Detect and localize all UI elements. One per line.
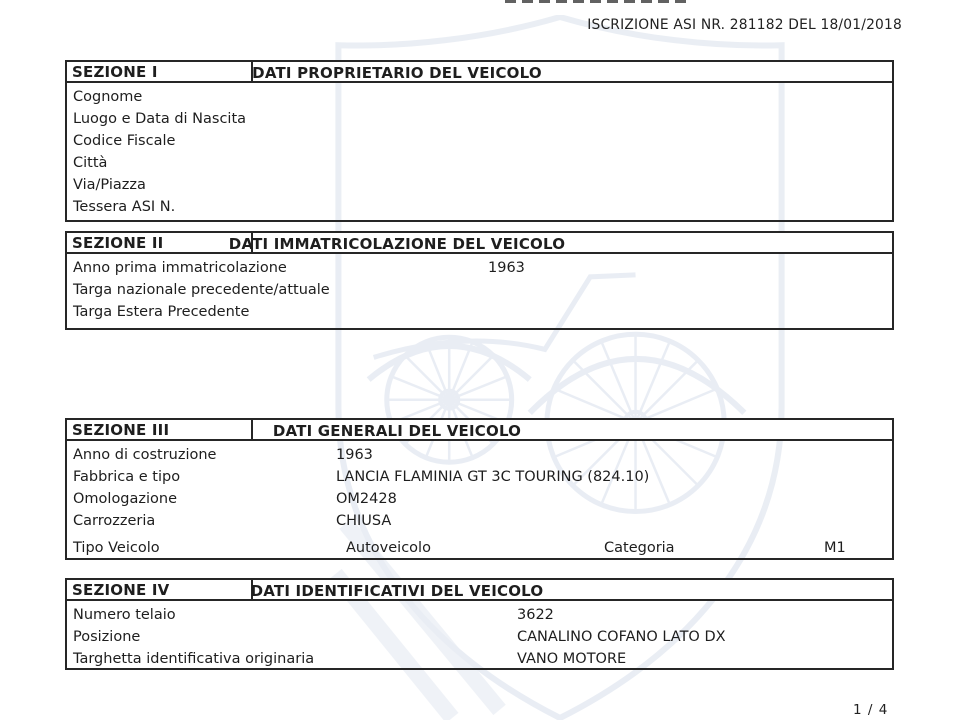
field-tessera-asi: Tessera ASI N. (73, 199, 176, 215)
field-posizione-value: CANALINO COFANO LATO DX (517, 629, 726, 645)
iscrizione-asi-line: ISCRIZIONE ASI NR. 281182 DEL 18/01/2018 (587, 17, 902, 33)
field-anno-costruzione: Anno di costruzione 1963 (73, 444, 892, 466)
field-targhetta-identificativa: Targhetta identificativa originaria VANO MOTORE (73, 648, 892, 670)
field-carrozzeria: Carrozzeria CHIUSA (73, 510, 892, 532)
section-2-title: DATI IMMATRICOLAZIONE DEL VEICOLO (228, 235, 566, 253)
field-targa-estera: Targa Estera Precedente (73, 304, 250, 320)
field-citta: Città (73, 155, 108, 171)
section-dati-generali (65, 418, 894, 560)
section-2-body (65, 254, 894, 330)
field-luogo-data-nascita: Luogo e Data di Nascita (73, 111, 247, 127)
field-via-piazza: Via/Piazza (73, 177, 146, 193)
clipped-top-text (505, 0, 687, 3)
field-tipo-veicolo-value: Autoveicolo (346, 540, 431, 556)
section-4-body (65, 601, 894, 670)
section-1-label: SEZIONE I (67, 62, 253, 81)
section-2-label: SEZIONE II (67, 233, 253, 252)
field-numero-telaio-value: 3622 (517, 607, 554, 623)
field-targhetta-identificativa-value: VANO MOTORE (517, 651, 627, 667)
field-categoria-value: M1 (824, 540, 846, 556)
section-dati-immatricolazione (65, 231, 894, 330)
field-fabbrica-tipo-value: LANCIA FLAMINIA GT 3C TOURING (824.10) (336, 469, 650, 485)
field-omologazione: Omologazione OM2428 (73, 488, 892, 510)
section-1-title: DATI PROPRIETARIO DEL VEICOLO (252, 64, 542, 82)
section-4-label: SEZIONE IV (67, 580, 253, 599)
field-numero-telaio: Numero telaio 3622 (73, 604, 892, 626)
field-codice-fiscale: Codice Fiscale (73, 133, 176, 149)
section-2-header (65, 231, 894, 254)
field-fabbrica-tipo: Fabbrica e tipo LANCIA FLAMINIA GT 3C TOURING (824.10) (73, 466, 892, 488)
section-1-header (65, 60, 894, 83)
field-carrozzeria-value: CHIUSA (336, 513, 392, 529)
section-4-title: DATI IDENTIFICATIVI DEL VEICOLO (250, 582, 544, 600)
field-anno-costruzione-value: 1963 (336, 447, 373, 463)
field-categoria: Categoria (604, 540, 675, 556)
section-3-header (65, 418, 894, 441)
field-anno-prima-immatricolazione-value: 1963 (488, 260, 525, 276)
section-dati-proprietario (65, 60, 894, 222)
section-1-body (65, 83, 894, 222)
field-omologazione-value: OM2428 (336, 491, 397, 507)
page-number: 1 / 4 (853, 702, 889, 718)
field-tipo-veicolo: Tipo Veicolo Autoveicolo Categoria M1 (73, 537, 892, 560)
section-3-title: DATI GENERALI DEL VEICOLO (272, 422, 522, 440)
section-3-label: SEZIONE III (67, 420, 253, 439)
section-3-body (65, 441, 894, 560)
section-dati-identificativi (65, 578, 894, 670)
field-cognome: Cognome (73, 89, 143, 105)
field-anno-prima-immatricolazione: Anno prima immatricolazione 1963 (73, 257, 892, 279)
field-targa-nazionale: Targa nazionale precedente/attuale (73, 282, 330, 298)
field-posizione: Posizione CANALINO COFANO LATO DX (73, 626, 892, 648)
section-4-header (65, 578, 894, 601)
